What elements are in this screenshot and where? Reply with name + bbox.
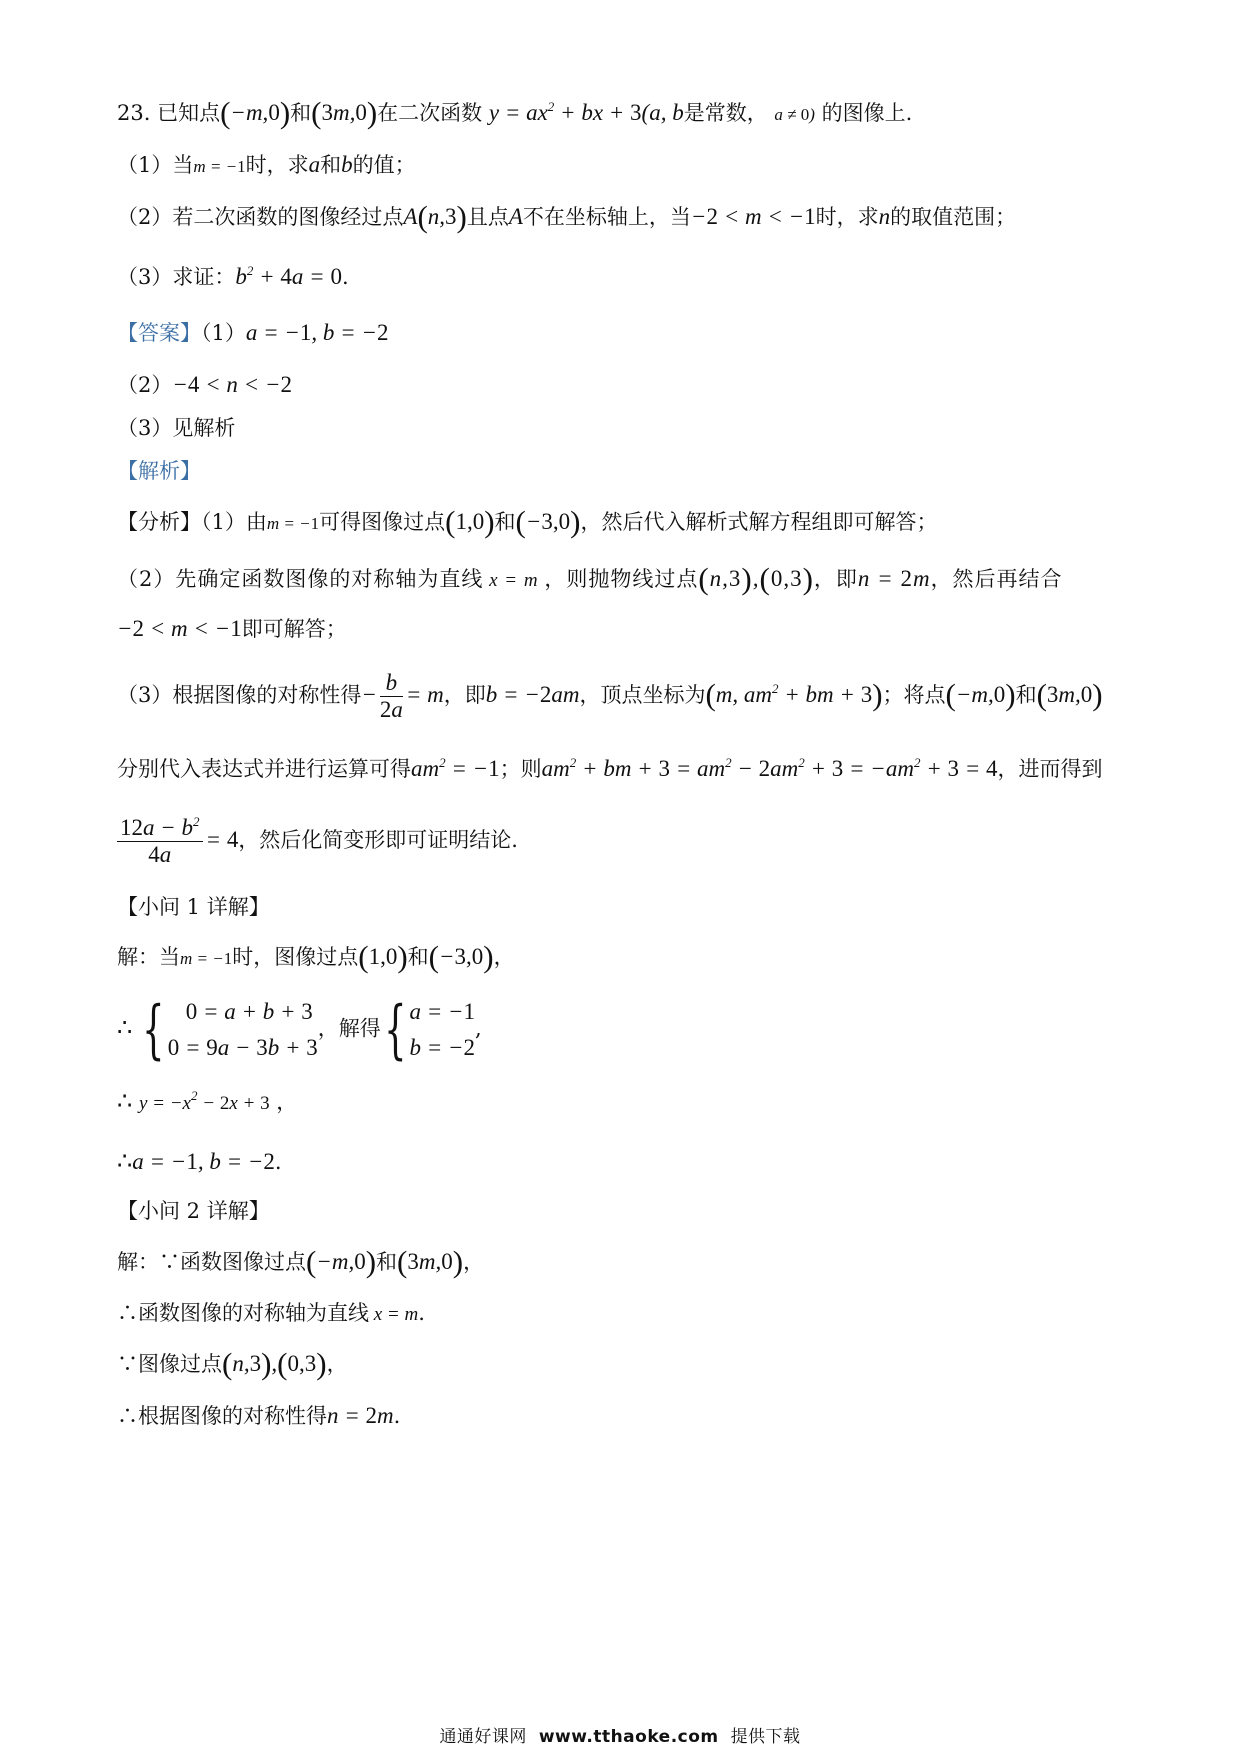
page-footer: 通通好课网 www.tthaoke.com 提供下载: [439, 1727, 801, 1747]
sub1-label: 【小问 1 详解】: [117, 895, 270, 919]
sub2-line-4: ∴根据图像的对称性得n = 2m.: [117, 1403, 401, 1428]
question-part-3: （3）求证：$b^2 + 4a = 0$.: [117, 263, 349, 289]
sub1-function: ∴ $y = -x^2 - 2x + 3$ ，: [117, 1087, 298, 1115]
sub2-label: 【小问 2 详解】: [117, 1199, 270, 1223]
sub2-line-1: 解：∵函数图像过点(−m,0)和(3m,0)，: [117, 1244, 485, 1279]
answer-1: 【答案】（1）a = −1, b = −2: [117, 320, 389, 345]
sub2-line-2: ∴函数图像的对称轴为直线 x = m.: [117, 1301, 425, 1325]
footer-url[interactable]: www.tthaoke.com: [538, 1727, 719, 1747]
analysis-3: （3）根据图像的对称性得− $\frac{b}{2a}$ = m，即b = −2am，顶点坐标为(m, $am^2$ + bm + 3)；将点(−m,0)和(3m,0): [117, 670, 1103, 722]
sub1-result: ∴a = −1, b = −2.: [117, 1147, 282, 1175]
answer-2: （2）−4 < n < −2: [117, 372, 292, 397]
sub1-line-1: 解：当m = −1时，图像过点(1,0)和(−3,0)，: [117, 939, 515, 974]
analysis-3-end: $\frac{12a - b^2}{4a}$ = 4，然后化简变形即可证明结论.: [117, 815, 518, 868]
question-part-2: （2）若二次函数的图像经过点A(n,3)且点A不在坐标轴上，当−2 < m < −1时，求n的取值范围；: [117, 199, 1017, 234]
analysis-3-cont: 分别代入表达式并进行运算可得$am^2 = -1$；则$am^2$ + bm + $3 = am^2 - 2am^2 + 3 = -am^2 + 3 = 4$，进而得到: [117, 755, 1103, 781]
answer-3: （3）见解析: [117, 416, 236, 440]
solution-label: 【解析】: [117, 459, 201, 483]
analysis-2: （2）先确定函数图像的对称轴为直线 x = m ，则抛物线过点(n,3),(0,3)，即n = 2m，然后再结合: [117, 561, 1063, 596]
sub1-system: ∴ { 0 = a + b + 3 0 = 9a − 3b + 3 ，解得 { a = −1 b = −2 ,: [117, 993, 482, 1067]
analysis-1: 【分析】（1）由m = −1可得图像过点(1,0)和(−3,0)，然后代入解析式解方程组即可解答；: [117, 504, 938, 539]
question-part-1: （1）当m = −1时，求a和b的值；: [117, 152, 416, 177]
sub2-line-3: ∵图像过点(n,3),(0,3)，: [117, 1346, 348, 1381]
question-stem: 23. 已知点(−m,0)和(3m,0)在二次函数 $y = ax^2$ + bx + 3(a, b是常数， a ≠ 0) 的图像上.: [117, 95, 913, 130]
analysis-2-cont: −2 < m < −1即可解答；: [117, 616, 347, 641]
